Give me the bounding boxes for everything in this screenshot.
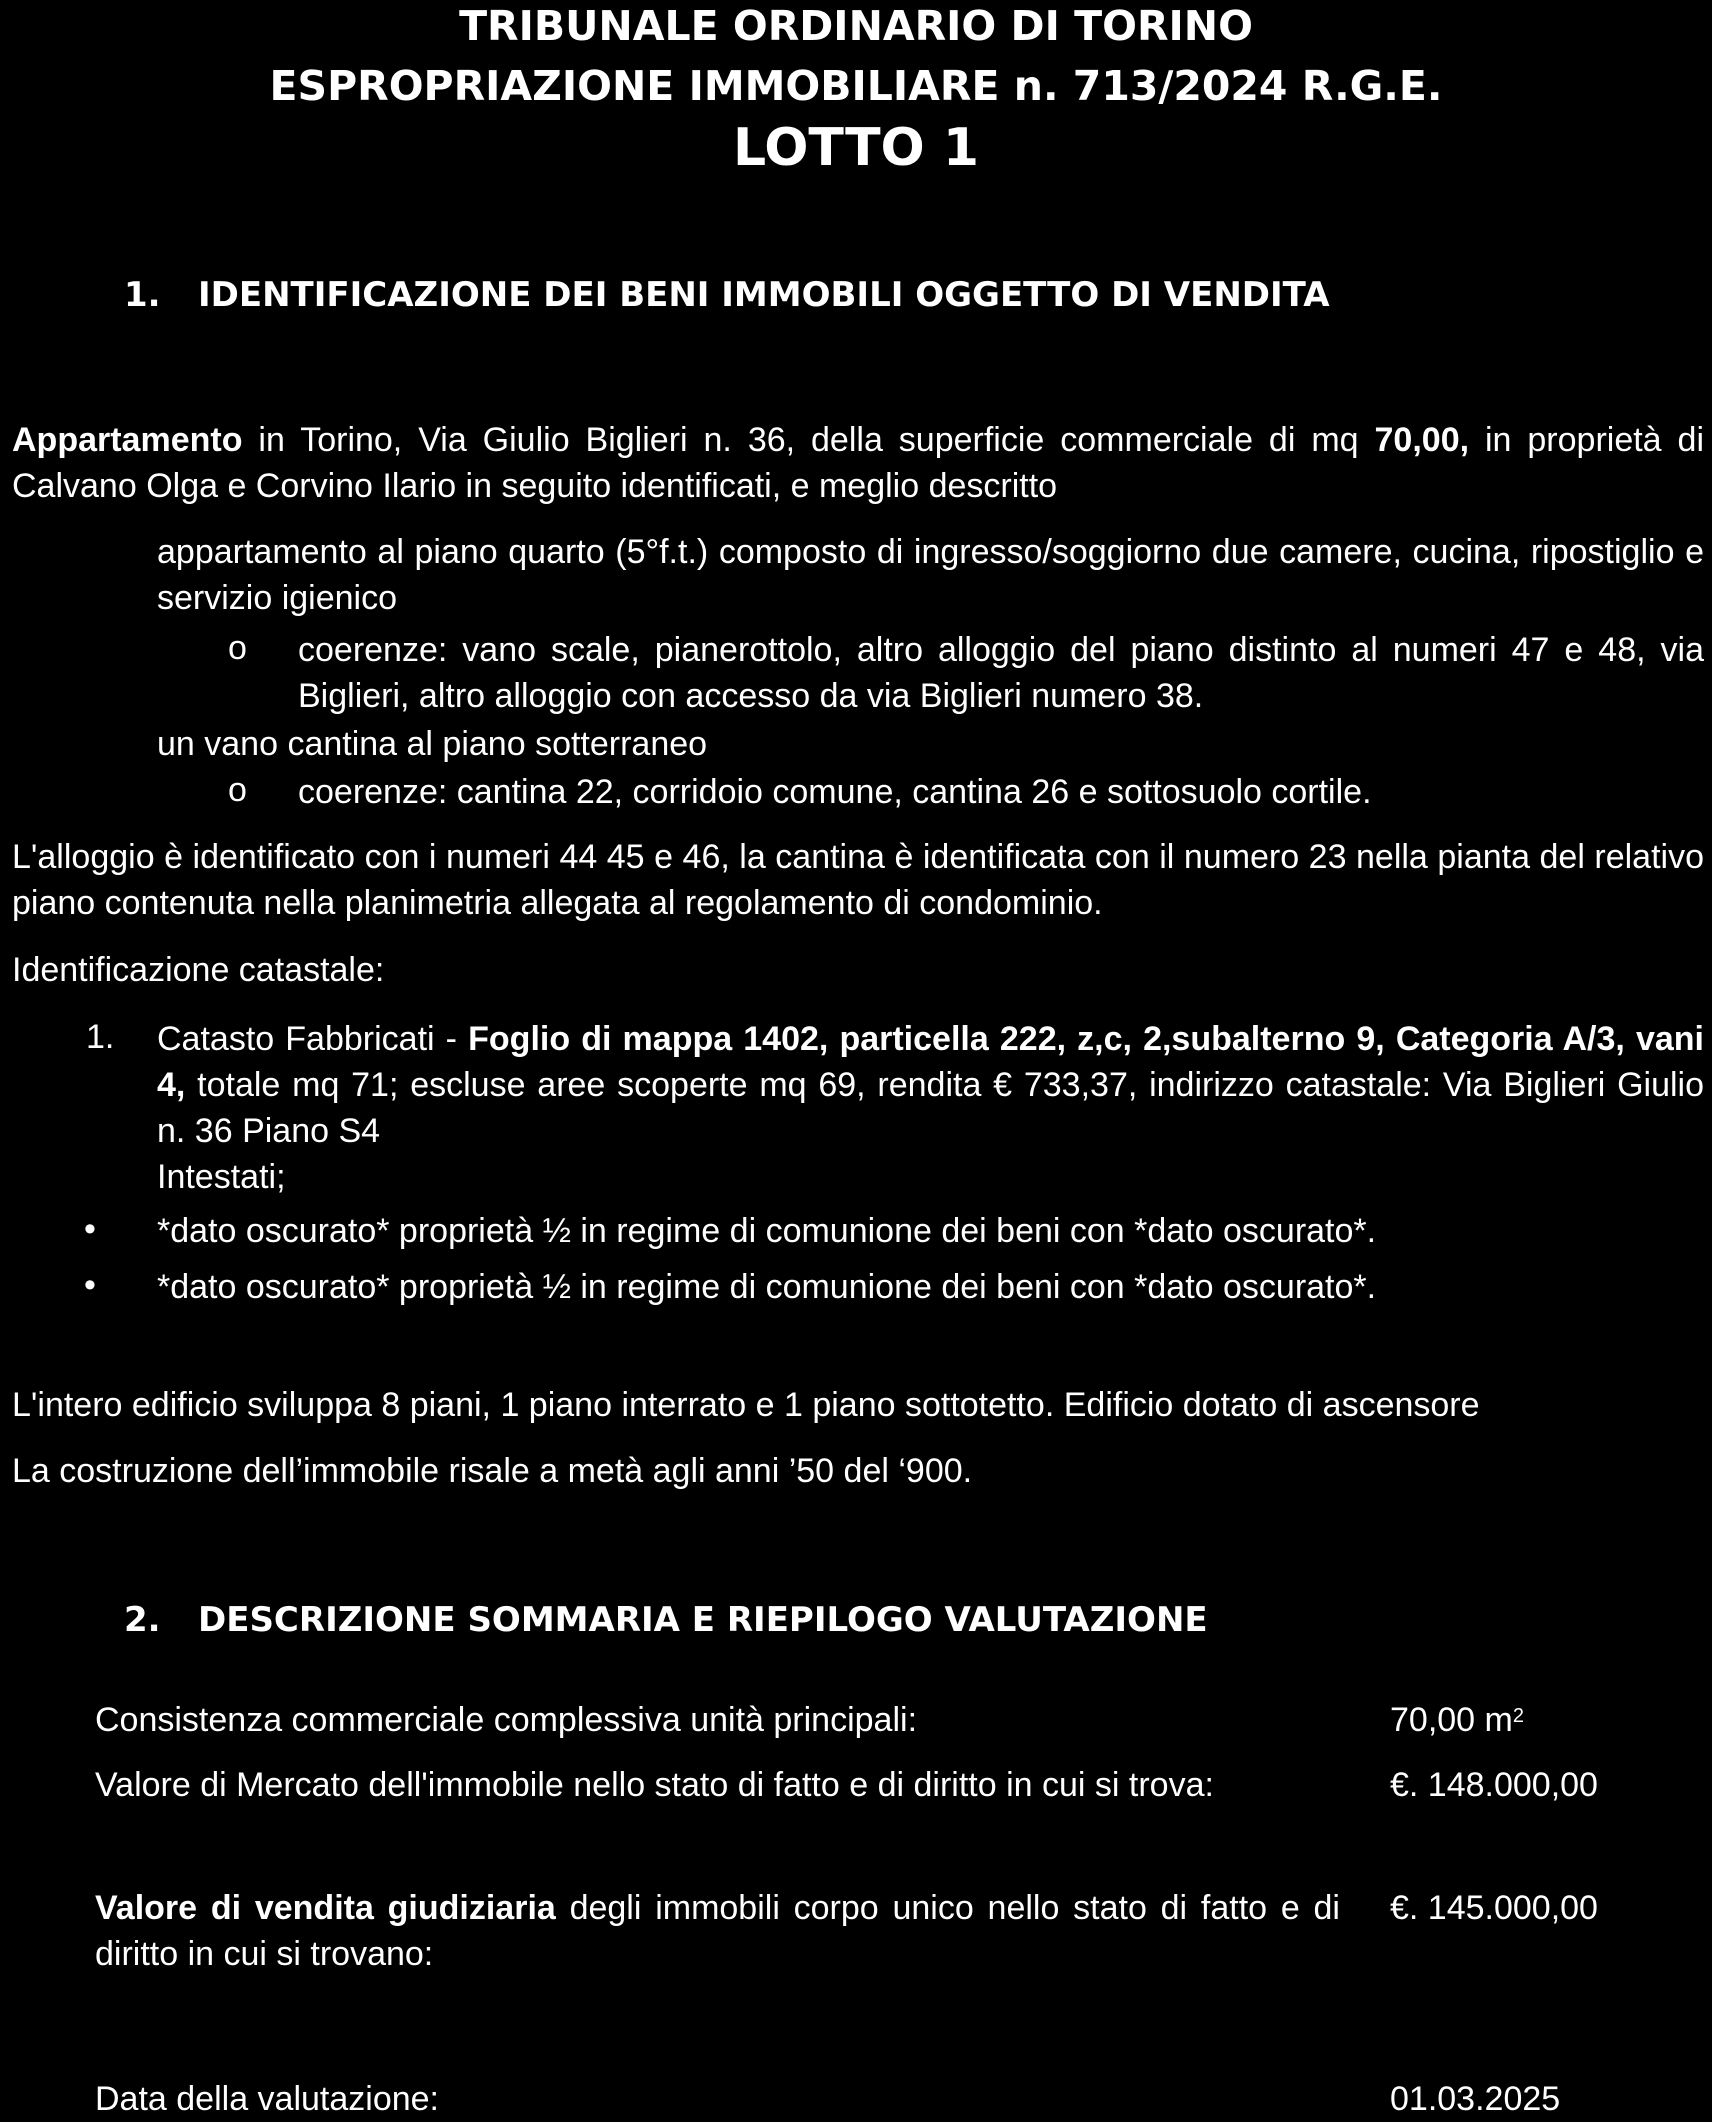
- section-2-title: DESCRIZIONE SOMMARIA E RIEPILOGO VALUTAZIONE: [198, 1600, 1208, 1640]
- intro-paragraph: [12, 417, 1704, 509]
- intro-area: 70,00,: [1374, 421, 1470, 459]
- apartment-description: appartamento al piano quarto (5°f.t.) composto di ingresso/soggiorno due camere, cucina, ripostiglio e servizio igienico: [157, 533, 1704, 617]
- cellar-description: un vano cantina al piano sotterraneo: [157, 725, 708, 763]
- judicial-label-text: degli immobili corpo unico nello stato di fatto e di diritto in cui si trovano:: [95, 1889, 1340, 1973]
- market-value: €. 148.000,00: [1390, 1766, 1598, 1804]
- intro-text-2: in proprietà di Calvano Olga e Corvino Ilario in seguito identificati, e meglio descritto: [12, 421, 1704, 505]
- consistency-value-text: 70,00 m: [1390, 1701, 1513, 1739]
- cadastral-number: 1.: [86, 1018, 115, 1056]
- judicial-value: €. 145.000,00: [1390, 1889, 1598, 1927]
- intro-text-1: in Torino, Via Giulio Biglieri n. 36, della superficie commerciale di mq: [242, 421, 1375, 459]
- cadastral-text-2: totale mq 71; escluse aree scoperte mq 69, rendita € 733,37, indirizzo catastale: Via Biglieri Giulio n. 36 Piano S4: [157, 1066, 1704, 1150]
- judicial-label-bold: Valore di vendita giudiziaria: [95, 1889, 556, 1927]
- section-1-title: IDENTIFICAZIONE DEI BENI IMMOBILI OGGETTO DI VENDITA: [198, 275, 1330, 315]
- date-label: Data della valutazione:: [95, 2080, 440, 2118]
- intro-bold: Appartamento: [12, 421, 243, 459]
- section-2-number: 2.: [124, 1600, 161, 1640]
- cadastral-text-1: Catasto Fabbricati -: [157, 1020, 469, 1058]
- section-1-number: 1.: [124, 275, 161, 315]
- consistency-value: [1390, 1697, 1524, 1743]
- consistency-unit-sup: 2: [1512, 1705, 1524, 1727]
- cellar-bounds: coerenze: cantina 22, corridoio comune, cantina 26 e sottosuolo cortile.: [298, 773, 1372, 811]
- condo-note: L'alloggio è identificato con i numeri 44 45 e 46, la cantina è identificata con il numero 23 nella pianta del relativo piano contenuta nella planimetria allegata al regolamento di condominio.: [12, 838, 1704, 922]
- judicial-label: [95, 1885, 1340, 1977]
- bullet: •: [84, 1210, 96, 1248]
- section-2-heading: [124, 1600, 1524, 1646]
- market-label: Valore di Mercato dell'immobile nello stato di fatto e di diritto in cui si trova:: [95, 1766, 1214, 1804]
- cadastral-bold: Foglio di mappa 1402, particella 222, z,c, 2,subalterno 9, Categoria A/3, vani 4,: [157, 1020, 1704, 1104]
- holders-heading: Intestati;: [157, 1158, 286, 1196]
- cadastral-heading: Identificazione catastale:: [12, 951, 385, 989]
- apartment-bounds: coerenze: vano scale, pianerottolo, altro alloggio del piano distinto al numeri 47 e 48, via Biglieri, altro alloggio con accesso da via Biglieri numero 38.: [298, 631, 1704, 715]
- date-value: 01.03.2025: [1390, 2080, 1561, 2118]
- consistency-label: Consistenza commerciale complessiva unità principali:: [95, 1701, 918, 1739]
- lot-title: LOTTO 1: [732, 118, 980, 178]
- building-note: L'intero edificio sviluppa 8 piani, 1 piano interrato e 1 piano sottotetto. Edificio dotato di ascensore: [12, 1386, 1480, 1424]
- holder-2: *dato oscurato* proprietà ½ in regime di comunione dei beni con *dato oscurato*.: [157, 1268, 1377, 1306]
- procedure-title: ESPROPRIAZIONE IMMOBILIARE n. 713/2024 R.G.E.: [269, 62, 1443, 110]
- bullet: •: [84, 1266, 96, 1304]
- construction-note: La costruzione dell’immobile risale a metà agli anni ’50 del ‘900.: [12, 1452, 973, 1490]
- court-title: TRIBUNALE ORDINARIO DI TORINO: [459, 2, 1253, 50]
- sub-marker: o: [228, 771, 247, 809]
- cadastral-paragraph: [157, 1016, 1704, 1154]
- holder-1: *dato oscurato* proprietà ½ in regime di comunione dei beni con *dato oscurato*.: [157, 1212, 1377, 1250]
- section-1-heading: [124, 275, 1524, 321]
- sub-marker: o: [228, 629, 247, 667]
